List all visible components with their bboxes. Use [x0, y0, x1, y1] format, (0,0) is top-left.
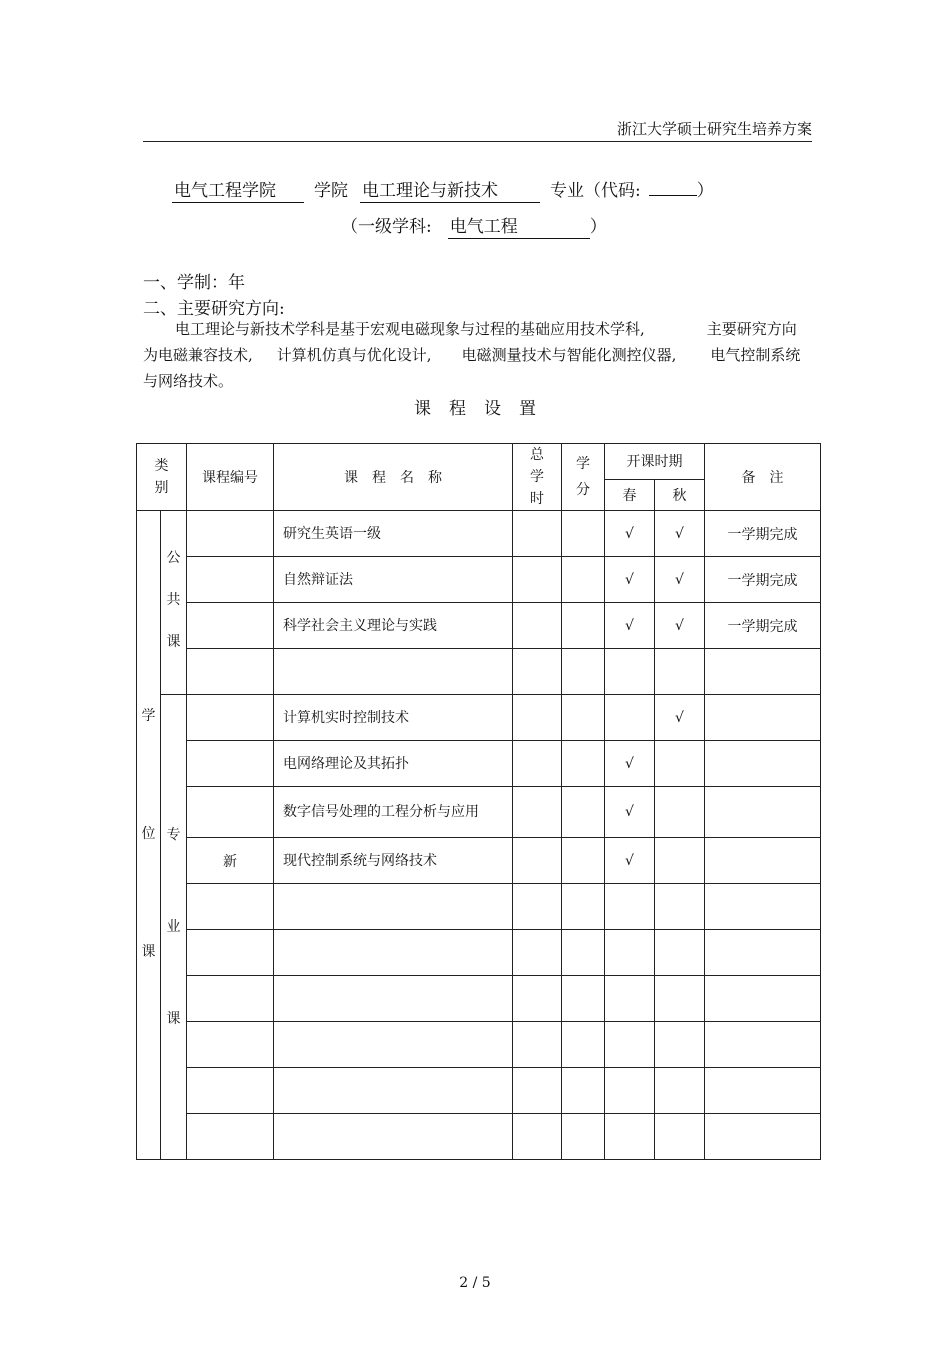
header-rule — [143, 141, 812, 142]
major-value: 电工理论与新技术 — [360, 181, 540, 203]
discipline-label: （一级学科: — [341, 217, 432, 237]
program-line — [172, 174, 714, 203]
course-table — [136, 443, 821, 1160]
table-row — [137, 649, 821, 695]
table-row: 专业课 计算机实时控制技术 √ — [137, 695, 821, 741]
discipline-line — [341, 212, 607, 239]
college-value: 电气工程学院 — [172, 181, 304, 203]
research-title: 二、主要研究方向: — [143, 299, 285, 319]
college-label: 学院 — [314, 181, 348, 201]
table-row — [137, 1114, 821, 1160]
table-row: 学位课 公共课 研究生英语一级 √ √ 一学期完成 — [137, 511, 821, 557]
credits-header: 学分 — [562, 444, 605, 511]
research-text-7: 与网络技术。 — [143, 372, 234, 390]
discipline-value: 电气工程 — [448, 217, 590, 239]
header-title: 浙江大学硕士研究生培养方案 — [616, 120, 812, 138]
table-row: 自然辩证法 √ √ 一学期完成 — [137, 557, 821, 603]
category-header: 类别 — [137, 444, 187, 511]
research-text-2: 主要研究方向 — [706, 320, 797, 338]
research-text-3: 为电磁兼容技术, — [143, 346, 253, 364]
hours-header: 总学时 — [513, 444, 562, 511]
spring-header: 春 — [605, 479, 655, 510]
table-row: 数字信号处理的工程分析与应用 √ — [137, 787, 821, 838]
term-header: 开课时期 — [605, 444, 705, 480]
table-row: 电网络理论及其拓扑 √ — [137, 741, 821, 787]
table-row — [137, 930, 821, 976]
code-header: 课程编号 — [187, 444, 274, 511]
autumn-header: 秋 — [655, 479, 705, 510]
table-row: 科学社会主义理论与实践 √ √ 一学期完成 — [137, 603, 821, 649]
page-number: 2 / 5 — [459, 1275, 491, 1291]
duration: 一、学制：年 — [143, 273, 245, 293]
research-text-1: 电工理论与新技术学科是基于宏观电磁现象与过程的基础应用技术学科, — [175, 320, 645, 338]
name-header: 课 程 名 称 — [274, 444, 513, 511]
table-row — [137, 976, 821, 1022]
group-public: 公共课 — [161, 511, 187, 695]
close-paren: ） — [696, 181, 714, 201]
research-paragraph — [143, 316, 803, 394]
research-text-6: 电气控制系统 — [710, 346, 801, 364]
group-degree: 学位课 — [137, 511, 161, 1160]
discipline-close: ） — [589, 217, 607, 237]
table-heading: 课程设置 — [414, 399, 554, 419]
code-value — [649, 174, 697, 196]
group-major: 专业课 — [161, 695, 187, 1160]
major-label: 专业（代码: — [550, 181, 641, 201]
table-row — [137, 884, 821, 930]
table-row: 新 现代控制系统与网络技术 √ — [137, 838, 821, 884]
research-text-4: 计算机仿真与优化设计, — [276, 346, 432, 364]
table-row — [137, 1068, 821, 1114]
table-row — [137, 1022, 821, 1068]
remarks-header: 备 注 — [705, 444, 821, 511]
research-text-5: 电磁测量技术与智能化测控仪器, — [461, 346, 677, 364]
